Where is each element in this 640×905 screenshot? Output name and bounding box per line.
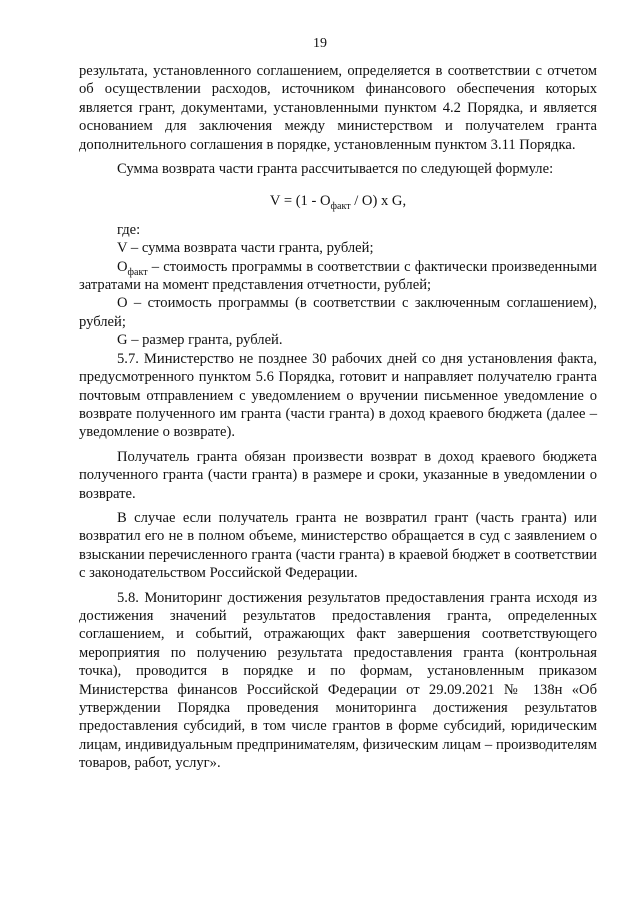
page-number: 19 (313, 36, 327, 51)
definition-ofact-subscript: факт (127, 266, 148, 278)
definition-ofact (79, 258, 597, 295)
formula-suffix: / O) x G, (350, 193, 407, 210)
document-body (79, 62, 597, 773)
paragraph-5-8: 5.8. Мониторинг достижения результатов предоставления гранта исходя из достижения значений результатов предоставления гранта, определенных соглашением, и событий, отражающих факт завершения соответствующего мероприятия по получению результата предоставления гранта (контрольная точка), проводится в порядке и по формам, установленным приказом Министерства финансов Российской Федерации от 29.09.2021 № 138н «Об утверждении Порядка проведения мониторинга достижения результатов предоставления субсидий, в том числе грантов в форме субсидий, юридическим лицам, индивидуальным предпринимателям, физическим лицам – производителям товаров, работ, услуг». (79, 589, 597, 772)
definition-ofact-symbol: O (117, 258, 128, 275)
formula-subscript: факт (330, 201, 351, 213)
refund-formula (79, 192, 597, 213)
definition-ofact-text: – стоимость программы в соответствии с фактически произведенными затратами на момент представления отчетности, рублей; (79, 258, 597, 294)
paragraph-5-7: 5.7. Министерство не позднее 30 рабочих дней со дня установления факта, предусмотренного пунктом 5.6 Порядка, готовит и направляет получателю гранта почтовым отправлением с уведомлением о вручении письменное уведомление о возврате полученного им гранта (части гранта) в доход краевого бюджета (далее – уведомление о возврате). (79, 350, 597, 441)
definition-v: V – сумма возврата части гранта, рублей; (117, 240, 374, 257)
paragraph-court-recovery: В случае если получатель гранта не возвратил грант (часть гранта) или возвратил его не в полном объеме, министерство обращается в суд с заявлением о взыскании перечисленного гранта (части гранта) в краевой бюджет в соответствии с законодательством Российской Федерации. (79, 509, 597, 582)
paragraph-where: где: (117, 221, 141, 238)
paragraph-refund-obligation: Получатель гранта обязан произвести возврат в доход краевого бюджета полученного гранта (части гранта) в размере и сроки, указанные в уведомлении о возврате. (79, 448, 597, 502)
paragraph-formula-intro: Сумма возврата части гранта рассчитывается по следующей формуле: (117, 161, 554, 178)
formula-prefix: V = (1 - O (269, 193, 331, 210)
definition-o: O – стоимость программы (в соответствии с заключенным соглашением), рублей; (79, 295, 597, 330)
paragraph-result-continuation: результата, установленного соглашением, определяется в соответствии с отчетом об осуществлении расходов, источником финансового обеспечения которых является грант, документами, установленными пунктом 4.2 Порядка, и является основанием для заключения между министерством и получателем гранта дополнительного соглашения в порядке, установленным пунктом 3.11 Порядка. (79, 63, 597, 153)
definition-g: G – размер гранта, рублей. (117, 332, 283, 349)
